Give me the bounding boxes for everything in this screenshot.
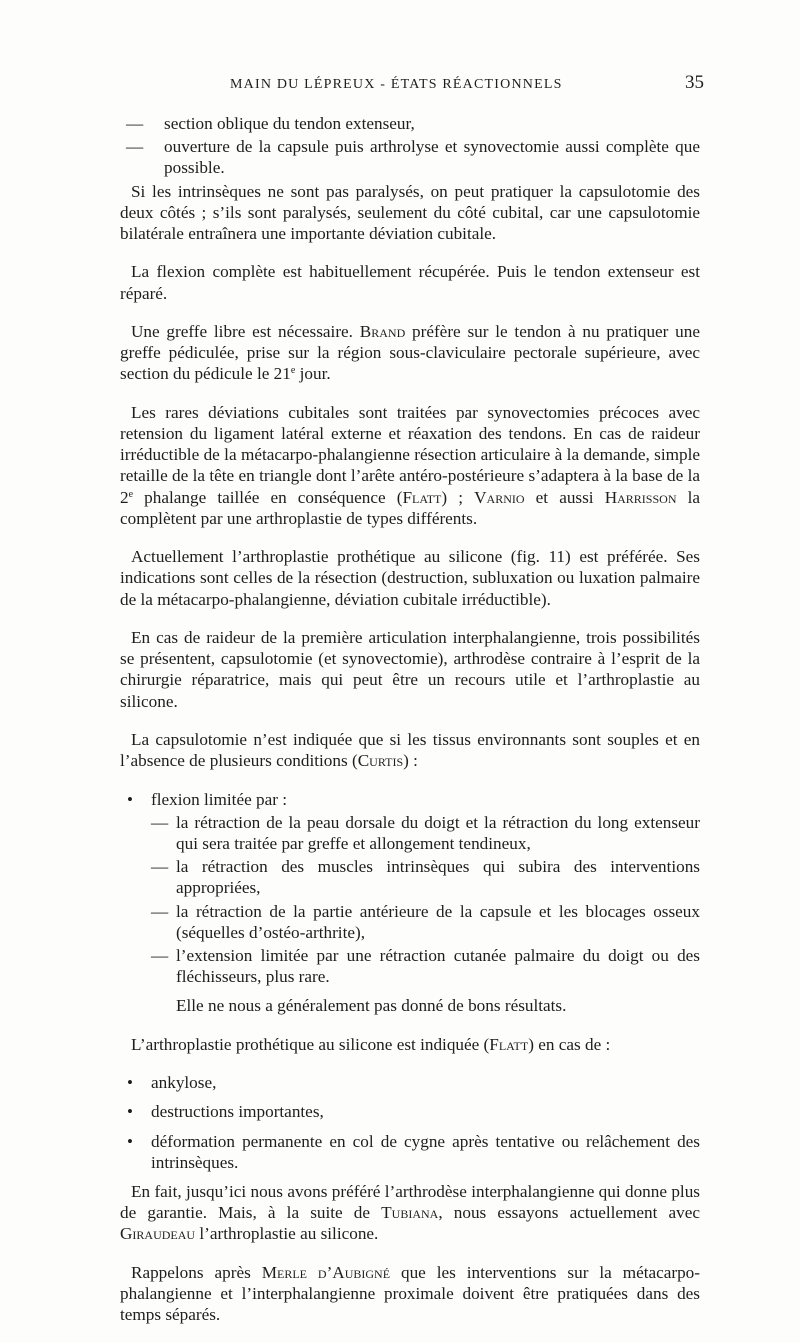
sub-list-text: la rétraction de la partie antérieure de la capsule et les blocages osseux (séquelles d’ostéo-arthrite),	[176, 901, 700, 942]
text-span: jour.	[295, 364, 331, 384]
text-span: préfère sur le tendon à nu pratiquer une greffe pédiculée, prise sur la région sous-claviculaire pectorale supérieure, avec section du pédicule le 21	[120, 322, 700, 384]
text-span: En fait, jusqu’ici nous avons préféré l’arthrodèse interphalangienne qui donne plus de garantie. Mais, à la suite de	[120, 1182, 700, 1223]
text-span: la complètent par une arthroplastie de types différents.	[120, 487, 701, 528]
sub-list-item	[151, 856, 700, 898]
text-span: L’arthroplastie prothétique au silicone est indiquée (	[131, 1034, 490, 1054]
bullet-text: ankylose,	[151, 1073, 217, 1093]
dash-marker: —	[151, 812, 169, 832]
bullet-text: destructions importantes,	[151, 1102, 324, 1122]
paragraph	[120, 729, 700, 771]
sub-list-text: la rétraction de la peau dorsale du doigt et la rétraction du long extenseur qui sera traitée par greffe et allongement tendineux,	[176, 812, 700, 853]
text-span: Rappelons après	[131, 1262, 262, 1282]
paragraph: Si les intrinsèques ne sont pas paralysés, on peut pratiquer la capsulotomie des deux côtés ; s’ils sont paralysés, seulement du côté cubital, car une capsulotomie bilatérale entraînera une importante déviation cubitale.	[120, 181, 700, 244]
text-span: Les rares déviations cubitales sont traitées par synovectomies précoces avec retension du ligament latéral externe et réaxation des tendons. En cas de raideur irréductible de la métacarpo-phalangienne résection articulaire à la demande, simple retaille de la tête en triangle dont l’arête antéro-postérieure s’adaptera à la base de la 2	[120, 402, 700, 507]
dash-marker: —	[126, 137, 144, 157]
sub-list-item	[151, 901, 700, 943]
dash-marker: —	[126, 114, 144, 133]
sub-list-text: l’extension limitée par une rétraction cutanée palmaire du doigt ou des fléchisseurs, plus rare.	[176, 946, 700, 987]
paragraph: Elle ne nous a généralement pas donné de bons résultats.	[176, 996, 567, 1016]
paragraph	[120, 1034, 700, 1055]
dash-marker: —	[151, 946, 169, 966]
text-span: ) :	[403, 751, 418, 771]
bullet-marker: •	[127, 789, 133, 809]
text-span: que les interventions sur la métacarpo-phalangienne et l’interphalangienne proximale doivent être pratiquées dans des temps séparés.	[120, 1262, 700, 1325]
superscript: e	[128, 488, 134, 500]
superscript: e	[290, 365, 296, 377]
author-name: Merle d’Aubigné	[261, 1262, 391, 1282]
author-name: Varnio	[474, 487, 525, 507]
bullet-item	[127, 789, 700, 810]
text-span: ) en cas de :	[528, 1034, 611, 1054]
text-span: l’arthroplastie au silicone.	[195, 1224, 379, 1244]
bullet-item	[127, 1131, 700, 1173]
list-item	[126, 113, 700, 134]
bullet-marker: •	[127, 1102, 133, 1122]
bullet-text: flexion limitée par :	[151, 789, 288, 809]
list-item	[126, 136, 700, 178]
text-span: ) ;	[441, 487, 475, 507]
text-span: , nous essayons actuellement avec	[438, 1203, 700, 1223]
text-span: phalange taillée en conséquence (	[133, 487, 403, 507]
dash-marker: —	[151, 901, 169, 921]
author-name: Flatt	[489, 1034, 529, 1054]
author-name: Giraudeau	[120, 1224, 196, 1244]
bullet-marker: •	[127, 1073, 133, 1093]
page-header	[120, 74, 704, 98]
paragraph	[120, 321, 700, 385]
bullet-marker: •	[127, 1131, 133, 1151]
author-name: Harrisson	[604, 487, 677, 507]
list-item-text: section oblique du tendon extenseur,	[164, 114, 415, 133]
bullet-text: déformation permanente en col de cygne après tentative ou relâchement des intrinsèques.	[151, 1131, 700, 1172]
dash-marker: —	[151, 857, 169, 877]
text-span: Une greffe libre est nécessaire.	[131, 322, 360, 341]
list-item-text: ouverture de la capsule puis arthrolyse et synovectomie aussi complète que possible.	[164, 137, 700, 178]
running-title: MAIN DU LÉPREUX - ÉTATS RÉACTIONNELS	[230, 77, 563, 92]
sub-list-item	[151, 945, 700, 987]
bullet-item	[127, 1101, 700, 1122]
paragraph: Actuellement l’arthroplastie prothétique au silicone (fig. 11) est préférée. Ses indications sont celles de la résection (destruction, subluxation ou luxation palmaire de la métacarpo-phalangienne, déviation cubitale irréductible).	[120, 547, 700, 609]
text-span: La capsulotomie n’est indiquée que si les tissus environnants sont souples et en l’absence de plusieurs conditions (	[120, 730, 700, 771]
bullet-item	[127, 1072, 700, 1093]
paragraph	[120, 402, 700, 529]
author-name: Curtis	[357, 751, 404, 771]
sub-list-text: la rétraction des muscles intrinsèques qui subira des interventions appropriées,	[176, 857, 700, 898]
paragraph	[120, 1262, 700, 1326]
paragraph	[120, 1181, 700, 1245]
text-span: et aussi	[524, 487, 605, 507]
sub-list-item	[151, 812, 700, 854]
body-text	[120, 113, 700, 1343]
paragraph: La flexion complète est habituellement récupérée. Puis le tendon extenseur est réparé.	[120, 262, 700, 303]
paragraph: En cas de raideur de la première articulation interphalangienne, trois possibilités se présentent, capsulotomie (et synovectomie), arthrodèse contraire à l’esprit de la chirurgie réparatrice, mais qui peut être un recours utile et l’arthroplastie au silicone.	[120, 628, 700, 711]
author-name: Brand	[359, 322, 406, 341]
page-number: 35	[685, 72, 704, 93]
author-name: Flatt	[402, 487, 442, 507]
author-name: Tubiana	[381, 1203, 439, 1223]
